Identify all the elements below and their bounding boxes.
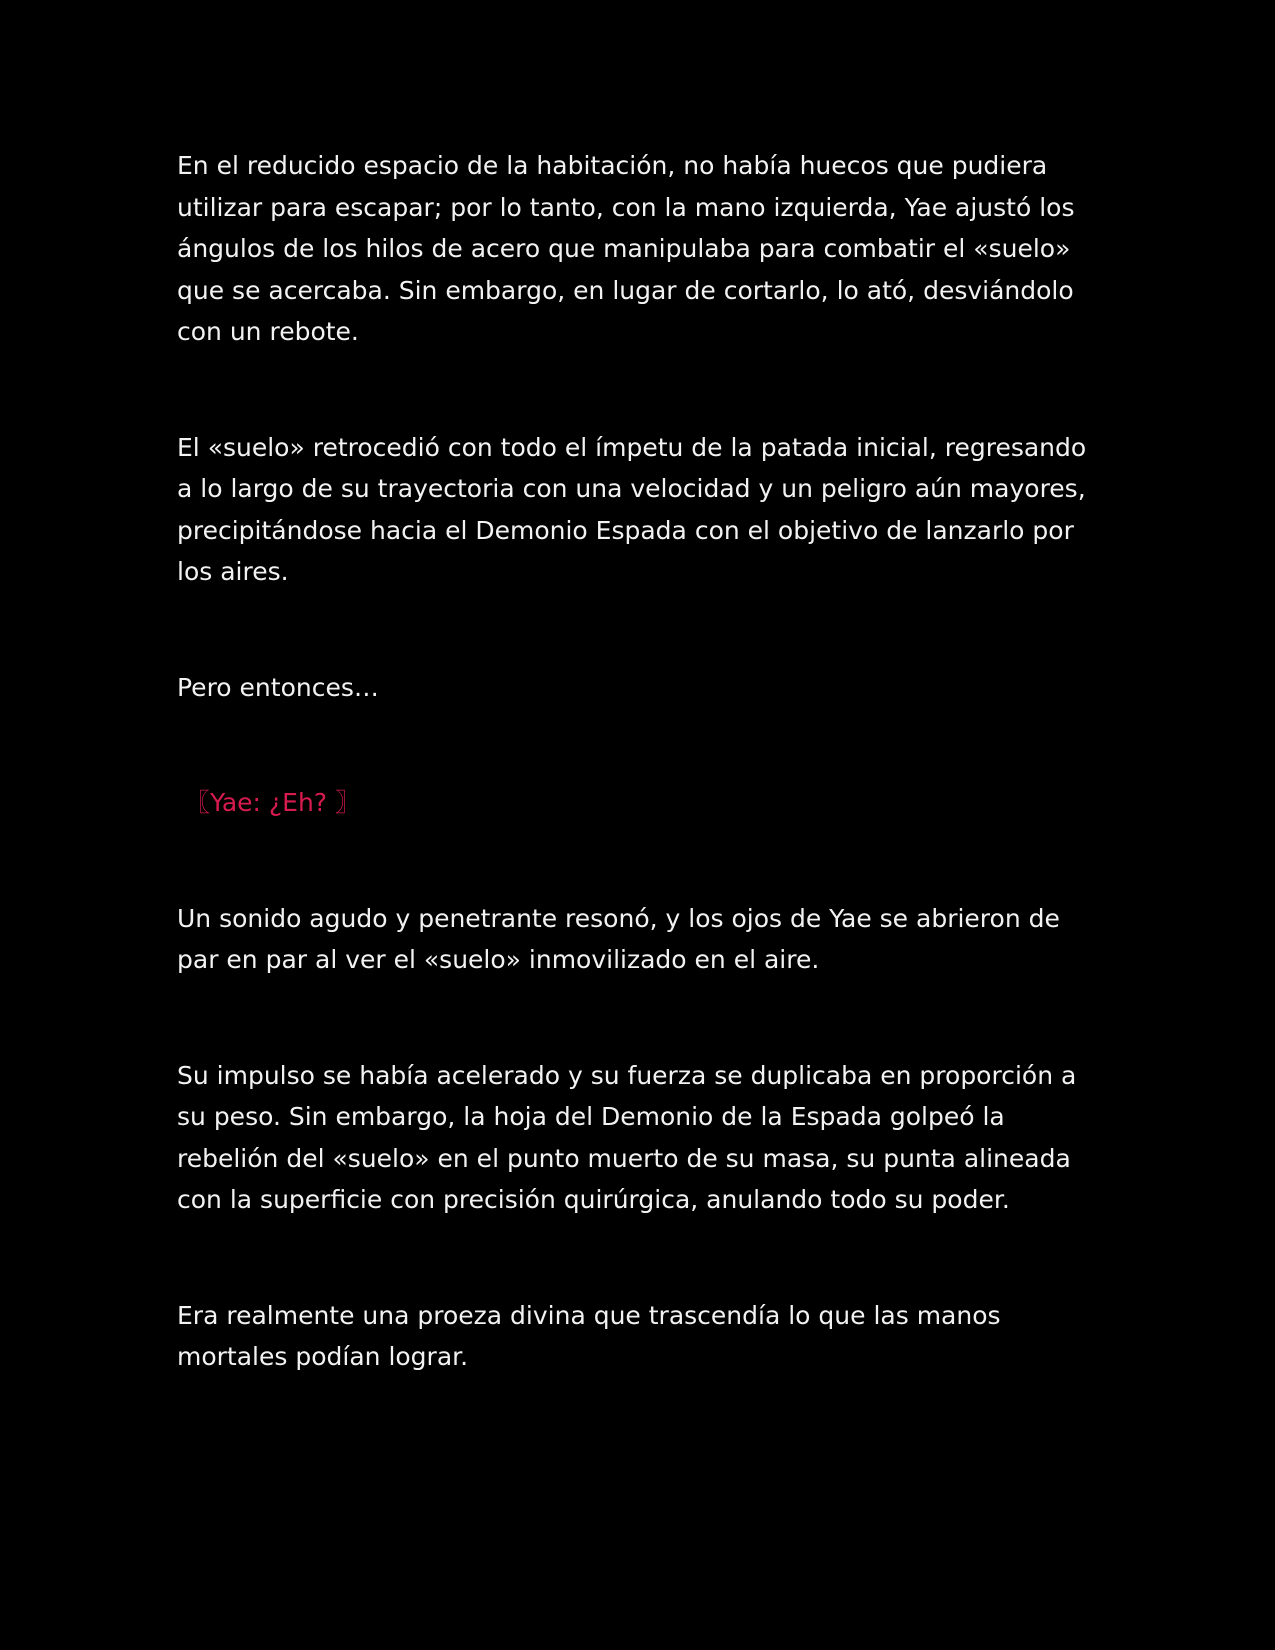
dialogue-line: 〖Yae: ¿Eh? 〗 bbox=[185, 788, 361, 817]
paragraph-1: En el reducido espacio de la habitación, no había huecos que pudiera utilizar para escapar; por lo tanto, con la mano izquierda, Yae ajustó los ángulos de los hilos de acero que manipulaba para combatir el «suelo» que se acercaba. Sin embargo, en lugar de cortarlo, lo ató, desviándolo con un rebote. bbox=[177, 151, 1075, 346]
paragraph-gap bbox=[177, 708, 1107, 782]
paragraph-gap bbox=[177, 824, 1107, 898]
paragraph-gap bbox=[177, 981, 1107, 1055]
paragraph-gap bbox=[177, 1221, 1107, 1295]
paragraph-2: El «suelo» retrocedió con todo el ímpetu de la patada inicial, regresando a lo largo de su trayectoria con una velocidad y un peligro aún mayores, precipitándose hacia el Demonio Espada con el objetivo de lanzarlo por los aires. bbox=[177, 432, 1087, 586]
paragraph-4: Un sonido agudo y penetrante resonó, y los ojos de Yae se abrieron de par en par al ver el «suelo» inmovilizado en el aire. bbox=[177, 903, 1060, 974]
paragraph-gap bbox=[177, 593, 1107, 667]
story-page bbox=[177, 145, 1107, 1378]
paragraph-5: Su impulso se había acelerado y su fuerza se duplicaba en proporción a su peso. Sin embargo, la hoja del Demonio de la Espada golpeó la rebelión del «suelo» en el punto muerto de su masa, su punta alineada con la superficie con precisión quirúrgica, anulando todo su poder. bbox=[177, 1060, 1077, 1214]
paragraph-gap bbox=[177, 353, 1107, 427]
paragraph-6: Era realmente una proeza divina que trascendía lo que las manos mortales podían lograr. bbox=[177, 1300, 1001, 1371]
paragraph-3: Pero entonces… bbox=[177, 672, 379, 702]
